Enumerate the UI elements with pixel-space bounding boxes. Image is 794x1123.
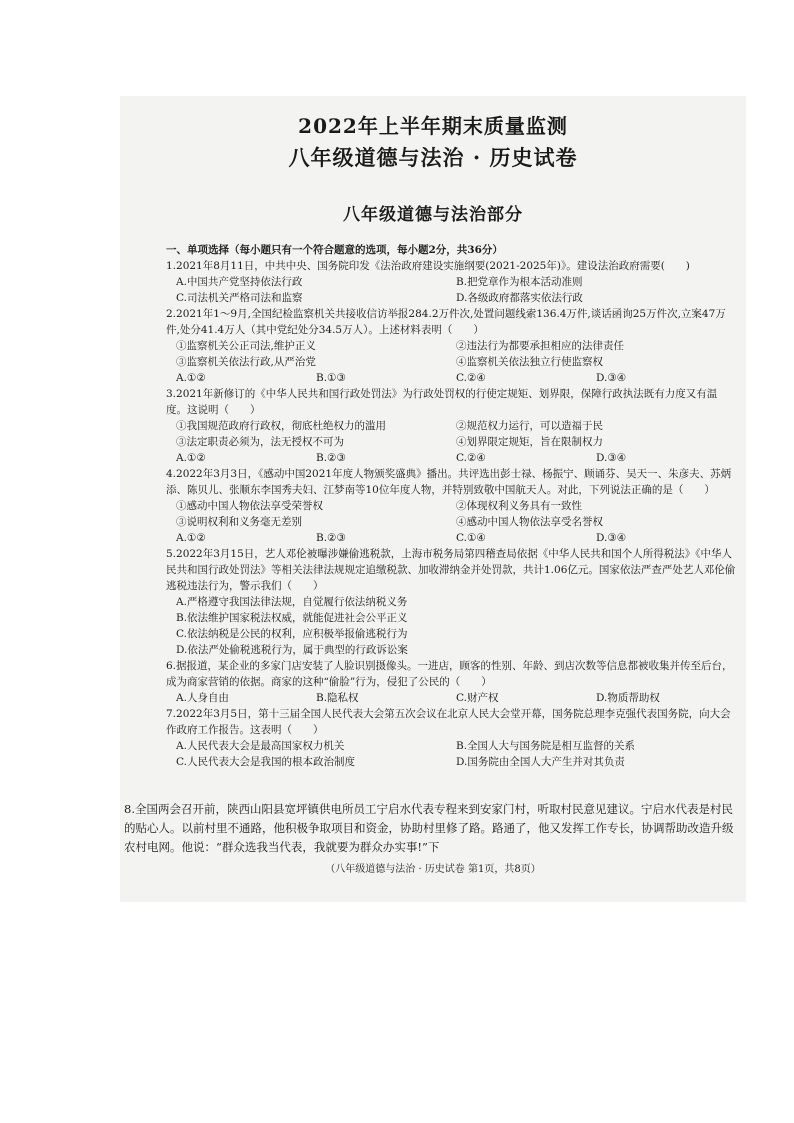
option-a: A.人身自由 xyxy=(176,692,229,704)
option-c: C.财产权 xyxy=(456,692,499,704)
option-a: A.①② xyxy=(176,452,206,464)
statement-4: ④监察机关依法独立行使监察权 xyxy=(456,356,603,368)
question-stem: 3.2021年新修订的《中华人民共和国行政处罚法》为行政处罚权的行使定规矩、划界限，保障行政执法既有力度又有温度。这说明（ ） xyxy=(166,388,718,416)
option-c: C.②④ xyxy=(456,452,486,464)
statement-1: ①监察机关公正司法,维护正义 xyxy=(176,340,316,352)
question-6 xyxy=(166,658,736,706)
question-stem: 1.2021年8月11日，中共中央、国务院印发《法治政府建设实施纲要(2021-2025年)》。建设法治政府需要( ) xyxy=(166,260,690,272)
option-b: B.依法维护国家税法权威，就能促进社会公平正义 xyxy=(176,612,408,624)
option-a: A.中国共产党坚持依法行政 xyxy=(176,276,303,288)
option-a: A.①② xyxy=(176,372,206,384)
statement-3: ③法定职责必须为，法无授权不可为 xyxy=(176,436,344,448)
statement-4: ④感动中国人物依法享受名誉权 xyxy=(456,516,603,528)
statement-list xyxy=(166,498,736,530)
answer-options xyxy=(166,594,736,658)
answer-options xyxy=(166,738,736,770)
exam-page xyxy=(120,96,746,902)
statement-2: ②规范权力运行，可以造福于民 xyxy=(456,420,603,432)
statement-list xyxy=(166,338,736,370)
option-a: A.严格遵守我国法律法规，自觉履行依法纳税义务 xyxy=(176,596,408,608)
statement-1: ①我国规范政府行政权，彻底杜绝权力的滥用 xyxy=(176,420,386,432)
option-c: C.人民代表大会是我国的根本政治制度 xyxy=(176,756,355,768)
question-3 xyxy=(166,386,736,466)
option-a: A.人民代表大会是最高国家权力机关 xyxy=(176,740,345,752)
option-d: D.物质帮助权 xyxy=(596,692,660,704)
option-b: B.②③ xyxy=(316,452,346,464)
question-1 xyxy=(166,258,736,306)
page-footer: （八年级道德与法治 · 历史试卷 第1页，共8页） xyxy=(325,864,541,875)
option-c: C.②④ xyxy=(456,372,486,384)
option-a: A.①② xyxy=(176,532,206,544)
exam-title: 2022年上半年期末质量监测 xyxy=(298,114,568,138)
statement-list xyxy=(166,418,736,450)
answer-options xyxy=(166,370,736,386)
question-7 xyxy=(166,706,736,770)
option-d: D.国务院由全国人大产生并对其负责 xyxy=(456,756,625,768)
question-stem: 6.据报道，某企业的多家门店安装了人脸识别摄像头。一进店，顾客的性别、年龄、到店次数等信息都被收集并传至后台，成为商家营销的依据。商家的这种“偷脸”行为，侵犯了公民的（ ） xyxy=(166,660,733,688)
question-area xyxy=(124,242,736,854)
answer-options xyxy=(166,690,736,706)
option-b: B.全国人大与国务院是相互监督的关系 xyxy=(456,740,636,752)
section-title: 八年级道德与法治部分 xyxy=(343,205,523,225)
option-c: C.司法机关严格司法和监察 xyxy=(176,292,303,304)
statement-4: ④划界限定规矩，旨在限制权力 xyxy=(456,436,603,448)
option-b: B.①③ xyxy=(316,372,346,384)
option-b: B.把党章作为根本活动准则 xyxy=(456,276,583,288)
question-stem: 4.2022年3月3日，《感动中国2021年度人物颁奖盛典》播出。共评选出彭士禄、杨振宁、顾诵芬、吴天一、朱彦夫、苏炳添、陈贝儿、张顺东李国秀夫妇、江梦南等10位年度人物，并特别致敬中国航天人。对此，下列说法正确的是（ ） xyxy=(166,468,732,496)
statement-1: ①感动中国人物依法享受荣誉权 xyxy=(176,500,323,512)
option-d: D.各级政府都落实依法行政 xyxy=(456,292,583,304)
statement-3: ③说明权利和义务毫无差别 xyxy=(176,516,302,528)
option-d: D.③④ xyxy=(596,372,627,384)
question-4 xyxy=(166,466,736,546)
answer-options xyxy=(166,450,736,466)
statement-2: ②违法行为都要承担相应的法律责任 xyxy=(456,340,624,352)
option-c: C.①④ xyxy=(456,532,486,544)
question-stem: 5.2022年3月15日，艺人邓伦被曝涉嫌偷逃税款，上海市税务局第四稽查局依据《中华人民共和国个人所得税法》《中华人民共和国行政处罚法》等相关法律法规规定追缴税款、加收滞纳金并处罚款，共计1.06亿元。国家依法严查严处艺人邓伦偷逃税违法行为，警示我们（ ） xyxy=(166,548,736,592)
statement-3: ③监察机关依法行政,从严治党 xyxy=(176,356,316,368)
part1-heading: 一、单项选择（每小题只有一个符合题意的选项，每小题2分，共36分） xyxy=(166,244,503,256)
option-b: B.②③ xyxy=(316,532,346,544)
question-stem: 7.2022年3月5日，第十三届全国人民代表大会第五次会议在北京人民大会堂开幕，国务院总理李克强代表国务院，向大会作政府工作报告。这表明（ ） xyxy=(166,708,731,736)
question-8: 8.全国两会召开前，陕西山阳县宽坪镇供电所员工宁启水代表专程来到安家门村，听取村民意见建议。宁启水代表是村民的贴心人。以前村里不通路，他积极争取项目和资金，协助村里修了路。路通了，他又发挥工作专长，协调帮助改造升级农村电网。他说：“群众选我当代表，我就要为群众办实事!”下 xyxy=(124,802,734,854)
answer-options xyxy=(166,530,736,546)
question-stem: 2.2021年1～9月,全国纪检监察机关共接收信访举报284.2万件次,处置问题线索136.4万件,谈话函询25万件次,立案47万件,处分41.4万人（其中党纪处分34.5万人）。上述材料表明（ ） xyxy=(166,308,726,336)
question-2 xyxy=(166,306,736,386)
option-c: C.依法纳税是公民的权利，应积极举报偷逃税行为 xyxy=(176,628,408,640)
answer-options xyxy=(166,274,736,306)
option-b: B.隐私权 xyxy=(316,692,359,704)
option-d: D.③④ xyxy=(596,452,627,464)
option-d: D.依法严处偷税逃税行为，属于典型的行政诉讼案 xyxy=(176,644,408,656)
option-d: D.③④ xyxy=(596,532,627,544)
question-5 xyxy=(166,546,736,658)
statement-2: ②体现权利义务具有一致性 xyxy=(456,500,582,512)
exam-subject-title: 八年级道德与法治 · 历史试卷 xyxy=(288,145,578,170)
